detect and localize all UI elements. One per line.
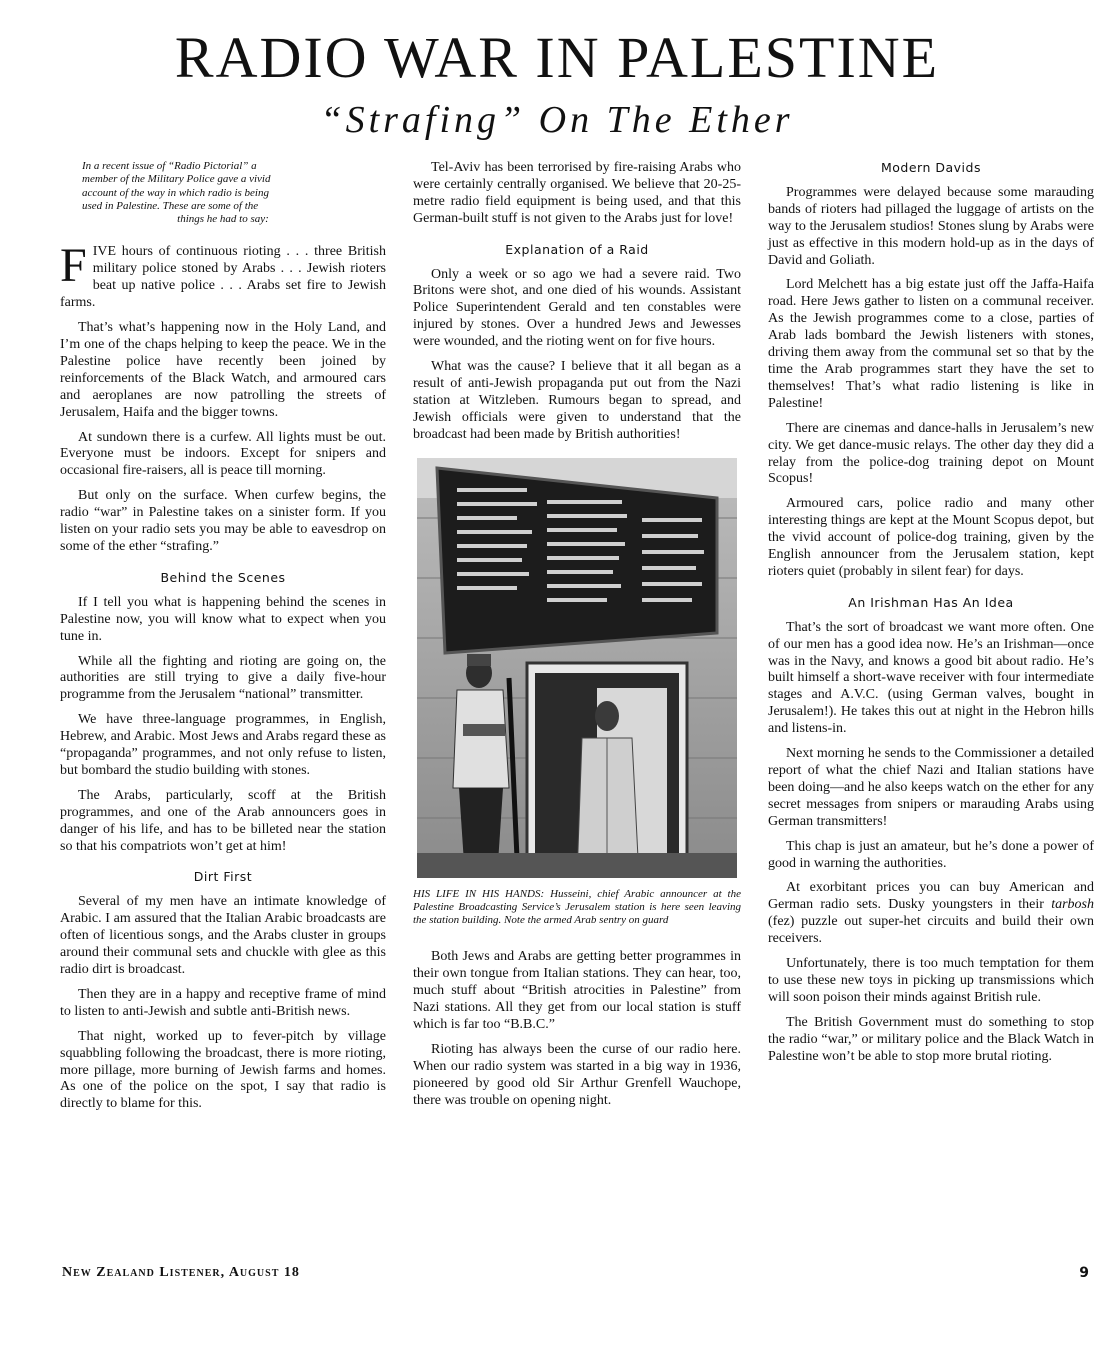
paragraph: Both Jews and Arabs are getting better programmes in their own tongue from Italian stations. They can hear, too, much stuff about “British atrocities in Palestine” from Nazi stations. All they get from our local station is stuff which is far too “B.B.C.” — [413, 949, 741, 1033]
intro-line: In a recent issue of “Radio Pictorial” a — [82, 160, 257, 172]
paragraph: While all the fighting and rioting are going on, the authorities are still trying to give a daily five-hour programme from the Jerusalem “national” transmitter. — [60, 653, 386, 703]
drop-cap: F — [60, 239, 87, 293]
section-heading: Modern Davids — [881, 160, 981, 175]
photo-caption: HIS LIFE IN HIS HANDS: Husseini, chief Arabic announcer at the Palestine Broadcasting Service’s Jerusalem station is here seen leaving the station building. Note the armed Arab sentry on guard — [413, 887, 741, 927]
column-2 — [413, 160, 741, 1118]
lead-paragraph — [60, 239, 386, 312]
paragraph: There are cinemas and dance-halls in Jerusalem’s new city. We get dance-music relays. The other day they did a relay from the police-dog training depot on Mount Scopus! — [768, 420, 1094, 487]
lead-text: IVE hours of continuous rioting . . . three British military police stoned by Arabs . . . Jewish rioters beat up native police . . . Arabs set fire to Jewish farms. — [60, 244, 386, 311]
paragraph — [768, 880, 1094, 948]
paragraph: That’s the sort of broadcast we want more often. One of our men has a good idea now. He’s an Irishman—once was in the Navy, and knows a good bit about radio. He’s built himself a short-wave receiver with four intermediate stages and A.V.C. (using German valves, bought in Jerusalem!). He takes this out at night in the Hebron hills and listens-in. — [768, 619, 1094, 737]
photo-illustration — [417, 458, 737, 878]
paragraph: At sundown there is a curfew. All lights must be out. Everyone must be indoors. Except for snipers and occasional fire-raisers, all is peace till morning. — [60, 429, 386, 479]
paragraph: We have three-language programmes, in English, Hebrew, and Arabic. Most Jews and Arabs regard these as “propaganda” programmes, and not only refuse to listen, but bombard the studio building with stones. — [60, 712, 386, 778]
paragraph: The Arabs, particularly, scoff at the British programmes, and one of the Arab announcers goes in danger of his life, and has to be billeted near the station so that his compatriots won’t get at him! — [60, 787, 386, 854]
paragraph: What was the cause? I believe that it all began as a result of anti-Jewish propaganda put out from the Nazi station at Witzleben. Rumours began to spread, and Jewish officials were given to understand that the broadcast had been made by British authorities! — [413, 359, 741, 442]
intro-line: things he had to say: — [177, 213, 269, 226]
paragraph: That night, worked up to fever-pitch by village squabbling following the broadcast, there is more rioting, more pillage, more burning of Jewish farms and homes. As one of the police on the spot, I say that radio is directly to blame for this. — [60, 1028, 386, 1112]
section-heading: Explanation of a Raid — [505, 241, 649, 257]
text-run: At exorbitant prices you can buy American and German radio sets. Dusky youngsters in their — [768, 880, 1094, 913]
paragraph: Lord Melchett has a big estate just off the Jaffa-Haifa road. Here Jews gather to listen on a communal receiver. As the Jewish programmes come to a close, parties of Arab lads bombard the Jewish listeners with stones, driving them away from the communal set so that by the time the Arab programmes start they have the set to themselves! That’s what radio listening is like in Palestine! — [768, 277, 1094, 411]
column-3 — [768, 160, 1094, 1074]
section-heading: An Irishman Has An Idea — [848, 594, 1014, 610]
paragraph: Rioting has always been the curse of our radio here. When our radio system was started in a big way in 1936, pioneered by good old Sir Arthur Grenfell Wauchope, there was trouble on opening night. — [413, 1042, 741, 1108]
paragraph: Several of my men have an intimate knowledge of Arabic. I am assured that the Italian Arabic broadcasts are often of licentious songs, and the Arabs cluster in groups around their communal sets and chuckle with glee as this radio dirt is broadcast. — [60, 894, 386, 978]
article-title: RADIO WAR IN PALESTINE — [174, 25, 940, 90]
text-run: (fez) puzzle out super-het circuits and build their own receivers. — [768, 914, 1094, 947]
text-run-italic: tarbosh — [1051, 897, 1094, 913]
paragraph: Only a week or so ago we had a severe raid. Two Britons were shot, and one died of his wounds. Assistant Police Superintendent Gerald and ten constables were injured by stones. Over a hundred Jews and Jewesses were wounded, and the rioting went on for five hours. — [413, 266, 741, 350]
intro-line: account of the way in which radio is being — [82, 186, 269, 199]
intro-note — [60, 160, 386, 226]
paragraph: This chap is just an amateur, but he’s done a power of good in warning the authorities. — [768, 838, 1094, 871]
paragraph: Then they are in a happy and receptive frame of mind to listen to anti-Jewish and subtle anti-British news. — [60, 986, 386, 1019]
paragraph: But only on the surface. When curfew begins, the radio “war” in Palestine takes on a sinister form. If you listen on your radio sets you may be able to eavesdrop on some of the ether “strafing.” — [60, 488, 386, 554]
paragraph: If I tell you what is happening behind the scenes in Palestine now, you will know what to expect when you tune in. — [60, 594, 386, 644]
intro-line: member of the Military Police gave a vivid — [82, 173, 271, 186]
section-heading: Behind the Scenes — [160, 569, 286, 585]
article-subtitle: “Strafing” On The Ether — [320, 99, 794, 141]
intro-line: used in Palestine. These are some of the — [82, 199, 259, 212]
paragraph: Unfortunately, there is too much temptation for them to use these new toys in picking up transmissions which will soon poison their minds against British rule. — [768, 956, 1094, 1005]
paragraph: Tel-Aviv has been terrorised by fire-raising Arabs who were certainly centrally organised. We believe that 20-25-metre radio field equipment is being used, and that this German-built stuff is not given to the Arabs just for love! — [413, 160, 741, 226]
paragraph: Programmes were delayed because some marauding bands of rioters had pillaged the luggage of artists on the way to the Jerusalem studios! Stones slung by Arabs were just as effective in this modern hold-up as in the days of David and Goliath. — [768, 184, 1094, 268]
paragraph: Armoured cars, police radio and many other interesting things are kept at the Mount Scopus depot, but the vivid account of police-dog training, given by the English announcer from the Jerusalem station, kept rioters quiet (probably in silent fear) for days. — [768, 496, 1094, 579]
paragraph: That’s what’s happening now in the Holy Land, and I’m one of the chaps helping to keep the peace. We in the Palestine police have recently been joined by reinforcements of the Black Watch, and armoured cars and aeroplanes are now patrolling the streets of Jerusalem, Haifa and the bigger towns. — [60, 320, 386, 420]
publication-footer: New Zealand Listener, August 18 — [62, 1265, 300, 1280]
paragraph: The British Government must do something to stop the radio “war,” or military police and the Black Watch in Palestine won’t be able to stop more brutal rioting. — [768, 1014, 1094, 1064]
page-number: 9 — [1079, 1265, 1090, 1281]
column-1 — [60, 160, 386, 1121]
paragraph: Next morning he sends to the Commissioner a detailed report of what the chief Nazi and Italian stations have been doing—and he also keeps watch on the ether for any secret messages from snipers or marauding Arabs using German transmitters! — [768, 746, 1094, 829]
section-heading: Dirt First — [193, 869, 253, 885]
photo-station-building — [417, 458, 737, 878]
